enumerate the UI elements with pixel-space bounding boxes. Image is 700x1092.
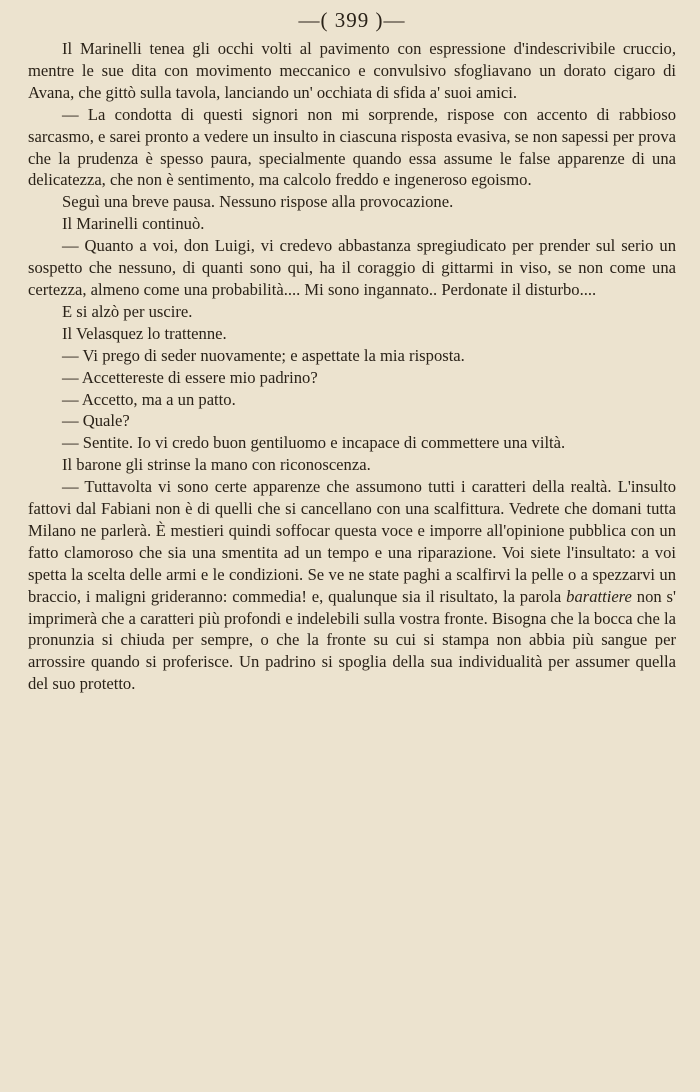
paragraph: — Sentite. Io vi credo buon gentiluomo e incapace di commettere una viltà. xyxy=(62,433,566,453)
paragraph: E si alzò per uscire. xyxy=(62,301,193,321)
page-number: —( 399 )— xyxy=(298,8,406,32)
italic-word: barattiere xyxy=(566,586,632,606)
paragraph: — Quanto a voi, don Luigi, vi credevo abbastanza spregiudicato per prender sul serio un sospetto che nessuno, di quanti sono qui, ha il coraggio di gittarmi in viso, se non come una certezza, almeno come una probabilità.... Mi sono ingannato.. Perdonate il disturbo.... xyxy=(28,236,676,299)
paragraph: — Vi prego di seder nuovamente; e aspettate la mia risposta. xyxy=(62,345,465,365)
paragraph-text: non s' imprimerà che a caratteri più profondi e indelebili sulla vostra fronte. Bisogna che la bocca che la pronunzia si chiuda per sempre, o che la fronte su cui si stampa non abbia più sangue per arrossire quando si proferisce. Un padrino si spoglia della sua individualità per assumer quella del suo protetto. xyxy=(28,586,676,694)
paragraph: — Quale? xyxy=(62,411,130,431)
paragraph: Seguì una breve pausa. Nessuno rispose alla provocazione. xyxy=(62,192,454,212)
paragraph: — Accettereste di essere mio padrino? xyxy=(62,367,318,387)
page-body xyxy=(28,38,676,695)
paragraph-text: — Tuttavolta vi sono certe apparenze che assumono tutti i caratteri della realtà. L'insulto fattovi dal Fabiani non è di quelli che si cancellano con una scalfittura. Vedrete che domani tutta Milano ne parlerà. È mestieri quindi soffocar questa voce e imporre all'opinione pubblica con un fatto clamoroso che sia una smentita ad un tempo e una riparazione. Voi siete l'insultato: a voi spetta la scelta delle armi e le condizioni. Se ve ne state paghi a scalfirvi la pelle o a spezzarvi un braccio, i maligni grideranno: commedia! e, qualunque sia il risultato, la parola xyxy=(28,477,676,606)
paragraph: Il Marinelli continuò. xyxy=(62,214,205,234)
paragraph xyxy=(28,476,676,695)
paragraph: Il barone gli strinse la mano con riconoscenza. xyxy=(62,455,371,475)
paragraph: Il Velasquez lo trattenne. xyxy=(62,323,227,343)
paragraph: Il Marinelli tenea gli occhi volti al pavimento con espressione d'indescrivibile cruccio, mentre le sue dita con movimento meccanico e convulsivo sfogliavano un dorato cigaro di Avana, che gittò sulla tavola, lanciando un' occhiata di sfida a' suoi amici. xyxy=(28,39,676,102)
paragraph: — La condotta di questi signori non mi sorprende, rispose con accento di rabbioso sarcasmo, e sarei pronto a vedere un insulto in ciascuna risposta evasiva, se non sapessi per prova che la prudenza è spesso paura, specialmente quando essa assume le false apparenze di una delicatezza, che non è sentimento, ma calcolo freddo e ingeneroso egoismo. xyxy=(28,104,676,190)
paragraph: — Accetto, ma a un patto. xyxy=(62,389,236,409)
